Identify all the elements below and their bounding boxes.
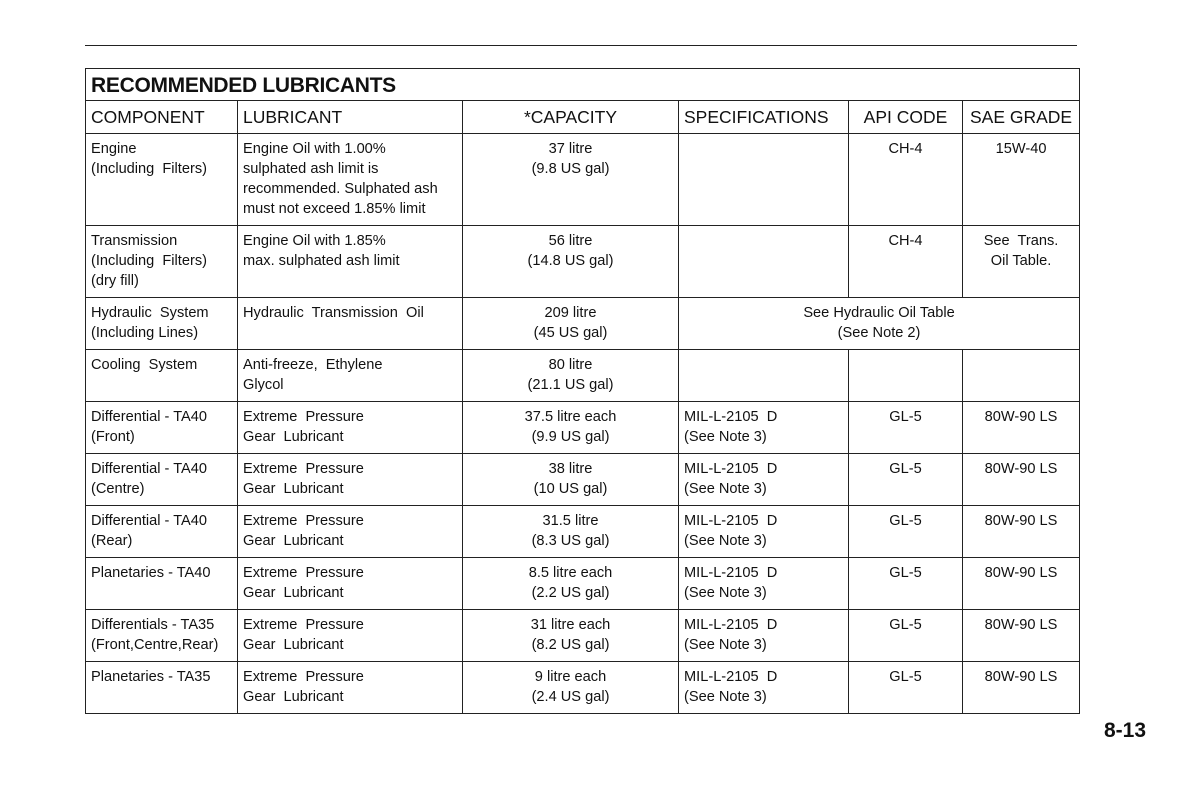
cell-capacity [463, 454, 679, 506]
cell-line: GL-5 [889, 513, 922, 529]
cell-line: (See Note 3) [684, 637, 767, 653]
cell-line: MIL-L-2105 D [684, 565, 778, 581]
cell-line: (See Note 3) [684, 689, 767, 705]
cell-capacity [463, 350, 679, 402]
table-row [86, 610, 1080, 662]
cell-line: (See Note 3) [684, 585, 767, 601]
cell-lubricant [238, 226, 463, 298]
cell-capacity [463, 558, 679, 610]
table-row [86, 226, 1080, 298]
cell-line: 80W-90 LS [984, 461, 1058, 477]
table-row [86, 506, 1080, 558]
cell-line: (Including Lines) [91, 325, 199, 341]
cell-line: 31.5 litre [542, 513, 599, 529]
cell-api-code [849, 226, 963, 298]
cell-component [86, 506, 238, 558]
cell-line: CH-4 [888, 233, 923, 249]
cell-line: (See Note 3) [684, 429, 767, 445]
header-row [86, 101, 1080, 134]
cell-line: Differential - TA40 [91, 461, 207, 477]
cell-capacity [463, 402, 679, 454]
cell-line: (Rear) [91, 533, 133, 549]
cell-line: (8.2 US gal) [531, 637, 610, 653]
cell-line: Oil Table. [990, 253, 1052, 269]
cell-line: 38 litre [548, 461, 593, 477]
cell-api-code [849, 610, 963, 662]
cell-sae-grade [963, 610, 1080, 662]
top-rule [85, 45, 1077, 46]
cell-line: Planetaries - TA40 [91, 565, 211, 581]
cell-sae-grade [963, 226, 1080, 298]
table-row [86, 662, 1080, 714]
cell-line: (Including Filters) [91, 161, 207, 177]
cell-sae-grade [963, 662, 1080, 714]
cell-line: GL-5 [889, 461, 922, 477]
cell-line: Extreme Pressure [243, 617, 364, 633]
table-row [86, 298, 1080, 350]
table-row [86, 402, 1080, 454]
cell-capacity [463, 226, 679, 298]
cell-line: (10 US gal) [533, 481, 608, 497]
cell-lubricant [238, 662, 463, 714]
cell-line: 8.5 litre each [528, 565, 613, 581]
cell-line: GL-5 [889, 565, 922, 581]
cell-line: Gear Lubricant [243, 429, 344, 445]
cell-line: (9.9 US gal) [531, 429, 610, 445]
cell-specifications [679, 454, 849, 506]
cell-line: 37 litre [548, 141, 593, 157]
cell-line: (2.4 US gal) [531, 689, 610, 705]
cell-specifications [679, 558, 849, 610]
cell-line: max. sulphated ash limit [243, 253, 400, 269]
cell-component [86, 402, 238, 454]
cell-api-code [849, 134, 963, 226]
cell-specifications [679, 662, 849, 714]
cell-specifications [679, 226, 849, 298]
cell-line: (Including Filters) [91, 253, 207, 269]
cell-lubricant [238, 558, 463, 610]
cell-sae-grade [963, 558, 1080, 610]
header-api-code: API CODE [849, 101, 963, 134]
cell-line: recommended. Sulphated ash [243, 181, 438, 197]
cell-line: Engine [91, 141, 137, 157]
table-row [86, 350, 1080, 402]
cell-sae-grade [963, 402, 1080, 454]
cell-sae-grade [963, 454, 1080, 506]
cell-sae-grade [963, 350, 1080, 402]
cell-line: Gear Lubricant [243, 689, 344, 705]
cell-component [86, 454, 238, 506]
cell-line: Extreme Pressure [243, 409, 364, 425]
cell-api-code [849, 350, 963, 402]
cell-line: (Front) [91, 429, 135, 445]
cell-component [86, 350, 238, 402]
cell-lubricant [238, 134, 463, 226]
cell-line: GL-5 [889, 409, 922, 425]
cell-specifications [679, 610, 849, 662]
cell-line: GL-5 [889, 617, 922, 633]
cell-line: (45 US gal) [533, 325, 608, 341]
cell-line: (Centre) [91, 481, 145, 497]
table-row [86, 558, 1080, 610]
cell-line: 80W-90 LS [984, 565, 1058, 581]
header-specifications: SPECIFICATIONS [679, 101, 849, 134]
cell-component [86, 298, 238, 350]
cell-line: GL-5 [889, 669, 922, 685]
cell-line: (See Note 3) [684, 533, 767, 549]
cell-line: 15W-40 [995, 141, 1047, 157]
cell-line: (9.8 US gal) [531, 161, 610, 177]
cell-lubricant [238, 506, 463, 558]
cell-component [86, 134, 238, 226]
cell-line: sulphated ash limit is [243, 161, 379, 177]
cell-line: (14.8 US gal) [527, 253, 614, 269]
cell-line: Gear Lubricant [243, 585, 344, 601]
cell-line: Engine Oil with 1.00% [243, 141, 386, 157]
cell-line: MIL-L-2105 D [684, 513, 778, 529]
table-body [86, 134, 1080, 714]
cell-line: MIL-L-2105 D [684, 617, 778, 633]
cell-capacity [463, 298, 679, 350]
cell-component [86, 610, 238, 662]
cell-line: 80W-90 LS [984, 669, 1058, 685]
cell-line: Glycol [243, 377, 284, 393]
cell-line: 209 litre [544, 305, 597, 321]
cell-line: Gear Lubricant [243, 481, 344, 497]
cell-line: Differentials - TA35 [91, 617, 215, 633]
cell-line: Anti-freeze, Ethylene [243, 357, 383, 373]
cell-line: 80W-90 LS [984, 513, 1058, 529]
cell-line: Extreme Pressure [243, 461, 364, 477]
cell-line: MIL-L-2105 D [684, 669, 778, 685]
cell-line: Gear Lubricant [243, 533, 344, 549]
header-component: COMPONENT [86, 101, 238, 134]
cell-lubricant [238, 402, 463, 454]
cell-line: Hydraulic Transmission Oil [243, 305, 424, 321]
cell-api-code [849, 662, 963, 714]
cell-line: 80 litre [548, 357, 593, 373]
cell-line: Cooling System [91, 357, 198, 373]
cell-line: MIL-L-2105 D [684, 409, 778, 425]
cell-line: See Hydraulic Oil Table [803, 305, 955, 321]
cell-component [86, 662, 238, 714]
table-row [86, 134, 1080, 226]
cell-line: (See Note 2) [837, 325, 921, 341]
lubricants-table [85, 68, 1080, 714]
cell-line: Transmission [91, 233, 178, 249]
cell-api-code [849, 506, 963, 558]
cell-line: Differential - TA40 [91, 513, 207, 529]
cell-specifications [679, 402, 849, 454]
cell-capacity [463, 134, 679, 226]
cell-lubricant [238, 454, 463, 506]
cell-line: must not exceed 1.85% limit [243, 201, 426, 217]
cell-lubricant [238, 350, 463, 402]
page-number: 8-13 [1104, 719, 1147, 742]
cell-line: Gear Lubricant [243, 637, 344, 653]
cell-line: 80W-90 LS [984, 617, 1058, 633]
header-lubricant: LUBRICANT [238, 101, 463, 134]
table-row [86, 454, 1080, 506]
cell-specifications [679, 134, 849, 226]
cell-api-code [849, 558, 963, 610]
cell-capacity [463, 610, 679, 662]
cell-component [86, 558, 238, 610]
cell-capacity [463, 662, 679, 714]
cell-line: 80W-90 LS [984, 409, 1058, 425]
cell-line: See Trans. [983, 233, 1059, 249]
cell-component [86, 226, 238, 298]
cell-line: 31 litre each [530, 617, 611, 633]
header-capacity: *CAPACITY [463, 101, 679, 134]
cell-line: Extreme Pressure [243, 565, 364, 581]
cell-line: 9 litre each [534, 669, 607, 685]
cell-line: Extreme Pressure [243, 669, 364, 685]
cell-sae-grade [963, 506, 1080, 558]
cell-specifications [679, 506, 849, 558]
cell-line: Extreme Pressure [243, 513, 364, 529]
cell-line: (Front,Centre,Rear) [91, 637, 219, 653]
table-title: RECOMMENDED LUBRICANTS [86, 69, 1080, 101]
cell-lubricant [238, 610, 463, 662]
cell-line: 37.5 litre each [524, 409, 617, 425]
cell-capacity [463, 506, 679, 558]
cell-line: (See Note 3) [684, 481, 767, 497]
cell-line: (21.1 US gal) [527, 377, 614, 393]
cell-line: Planetaries - TA35 [91, 669, 211, 685]
cell-line: CH-4 [888, 141, 923, 157]
cell-line: 56 litre [548, 233, 593, 249]
cell-merged-note [679, 298, 1080, 350]
cell-specifications [679, 350, 849, 402]
cell-sae-grade [963, 134, 1080, 226]
cell-line: (2.2 US gal) [531, 585, 610, 601]
cell-lubricant [238, 298, 463, 350]
cell-line: (8.3 US gal) [531, 533, 610, 549]
header-sae-grade: SAE GRADE [963, 101, 1080, 134]
cell-api-code [849, 454, 963, 506]
cell-line: Differential - TA40 [91, 409, 207, 425]
cell-line: (dry fill) [91, 273, 139, 289]
cell-api-code [849, 402, 963, 454]
cell-line: MIL-L-2105 D [684, 461, 778, 477]
cell-line: Engine Oil with 1.85% [243, 233, 386, 249]
cell-line: Hydraulic System [91, 305, 209, 321]
